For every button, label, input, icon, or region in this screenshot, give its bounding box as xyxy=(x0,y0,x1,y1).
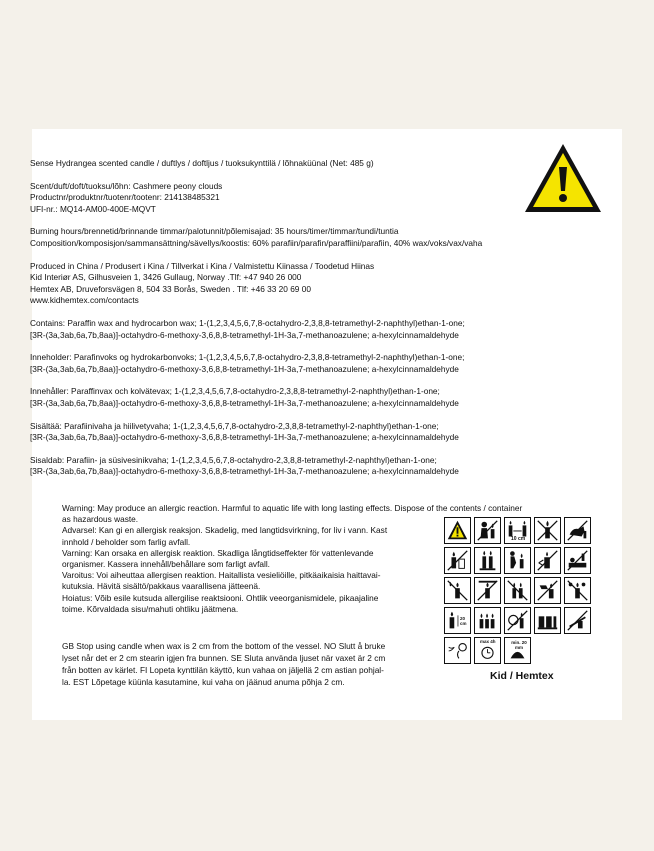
no-heat-source-icon xyxy=(504,577,531,604)
composition: Composition/komposisjon/sammansättning/sävellys/koostis: 60% parafiin/parafin/paraffiini/parafiin, 40% wax/voks/vax/vaha xyxy=(30,237,483,248)
contains-fi-1: Sisältää: Parafiinivaha ja hiilivetyvaha; 1-(1,2,3,4,5,6,7,8-octahydro-2,3,8,8-tetramethyl-2-naphthyl)ethan-1-one; xyxy=(30,420,439,431)
address-kid: Kid Interiør AS, Gilhusveien 1, 3426 Gullaug, Norway .Tlf: +47 940 26 000 xyxy=(30,272,302,283)
max-4h-icon xyxy=(474,637,501,664)
warning-fi-2: kutuksia. Hävitä sisältö/pakkaus vaarallisena jätteenä. xyxy=(62,581,261,592)
warning-en-1: Warning: May produce an allergic reaction. Harmful to aquatic life with long lasting effects. Dispose of the contents / container xyxy=(62,503,523,513)
produced-in: Produced in China / Produsert i Kina / Tillverkat i Kina / Valmistettu Kiinassa / Toodetud Hiinas xyxy=(30,260,375,271)
scent-line: Scent/duft/doft/tuoksu/lõhn: Cashmere peony clouds xyxy=(30,180,223,191)
candle-holder-icon xyxy=(474,547,501,574)
product-title: Sense Hydrangea scented candle / duftlys / doftljus / tuoksukynttilä / lõhnaküünal (Net: 485 g) xyxy=(30,158,374,168)
no-children-reach-icon xyxy=(474,607,501,634)
contains-se-1: Innehåller: Paraffinvax och kolvätevax; 1-(1,2,3,4,5,6,7,8-octahydro-2,3,8,8-tetramethyl-2-naphthyl)ethan-1-one; xyxy=(30,386,440,397)
no-draft-icon xyxy=(534,517,561,544)
contains-fi-2: [3R-(3a,3ab,6a,7b,8aa)]-octahydro-6-methoxy-3,6,8,8-tetramethyl-1H-3a,7-methanoazulene; a-hexylcinnamaldehyde xyxy=(30,432,459,443)
website: www.kidhemtex.com/contacts xyxy=(30,295,139,306)
brand-logo: Kid / Hemtex xyxy=(490,670,554,682)
trim-wick-icon xyxy=(444,607,471,634)
distance-label: 10 cm xyxy=(511,536,526,542)
ufi-number: UFI-nr.: MQ14-AM00-400E-MQVT xyxy=(30,203,156,214)
no-flammable-icon xyxy=(444,547,471,574)
contains-en-1: Contains: Paraffin wax and hydrocarbon wax; 1-(1,2,3,4,5,6,7,8-octahydro-2,3,8,8-tetramethyl-2-naphthyl)ethan-1-one; xyxy=(30,317,465,328)
product-number: Productnr/produktnr/tuotenr/tootenr: 214138485321 xyxy=(30,192,220,203)
min-20mm-label: min. 20 mm xyxy=(511,640,527,650)
no-extinguish-water-icon xyxy=(534,577,561,604)
min-20mm-icon xyxy=(504,637,531,664)
burning-hours: Burning hours/brennetid/brinnande timmar/palotunnit/põlemisajad: 35 hours/timer/timmar/tundi/tuntia xyxy=(30,226,399,237)
no-sleep-icon xyxy=(564,547,591,574)
max-4h-label: max 4h xyxy=(480,639,496,644)
contains-ee-2: [3R-(3a,3ab,6a,7b,8aa)]-octahydro-6-methoxy-3,6,8,8-tetramethyl-1H-3a,7-methanoazulene; a-hexylcinnamaldehyde xyxy=(30,466,459,477)
warning-se-2: organismer. Kassera innehåll/behållare som farligt avfall. xyxy=(62,559,270,570)
contains-en-2: [3R-(3a,3ab,6a,7b,8aa)]-octahydro-6-methoxy-3,6,8,8-tetramethyl-1H-3a,7-methanoazulene; a-hexylcinnamaldehyde xyxy=(30,329,459,340)
no-vessel-touch-icon xyxy=(564,607,591,634)
header-block xyxy=(30,158,482,478)
no-objects-icon xyxy=(564,577,591,604)
no-pet-icon xyxy=(564,517,591,544)
warning-se-1: Varning: Kan orsaka en allergisk reaktion. Skadliga långtidseffekter för vattenlevande xyxy=(62,547,374,558)
no-fan-icon xyxy=(504,607,531,634)
contains-no-2: [3R-(3a,3ab,6a,7b,8aa)]-octahydro-6-methoxy-3,6,8,8-tetramethyl-1H-3a,7-methanoazulene; a-hexylcinnamaldehyde xyxy=(30,363,459,374)
child-candle-icon xyxy=(474,517,501,544)
stop-line-2: lyset når det er 2 cm stearin igjen fra bunnen. SE Sluta använda ljuset när vaxet är 2 cm xyxy=(62,653,386,663)
small-warning-icon xyxy=(444,517,471,544)
contains-se-2: [3R-(3a,3ab,6a,7b,8aa)]-octahydro-6-methoxy-3,6,8,8-tetramethyl-1H-3a,7-methanoazulene; a-hexylcinnamaldehyde xyxy=(30,397,459,408)
address-hemtex: Hemtex AB, Druveforsvägen 8, 504 33 Borås, Sweden . Tlf: +46 33 20 69 00 xyxy=(30,283,311,294)
unattended-icon xyxy=(504,547,531,574)
warning-en-2: as hazardous waste. xyxy=(62,514,139,525)
stop-line-1: GB Stop using candle when wax is 2 cm from the bottom of the vessel. NO Slutt å bruke xyxy=(62,641,386,651)
level-surface-icon xyxy=(534,607,561,634)
warning-ee-2: toime. Kõrvaldada sisu/mahuti ohtliku jäätmena. xyxy=(62,603,239,614)
inhale-icon xyxy=(444,637,471,664)
no-shelf-icon xyxy=(474,577,501,604)
distance-10cm-icon xyxy=(504,517,531,544)
contains-no-1: Inneholder: Parafinvoks og hydrokarbonvoks; 1-(1,2,3,4,5,6,7,8-octahydro-2,3,8,8-tetramethyl-2-naphthyl)ethan-1-one; xyxy=(30,352,465,363)
warning-fi-1: Varoitus: Voi aiheuttaa allergisen reaktion. Haitallista vesieliöille, pitkäaikaisia haittavai- xyxy=(62,570,381,581)
stop-block xyxy=(62,640,385,688)
stop-line-3: från botten av kärlet. FI Lopeta kynttilän käyttö, kun vahaa on jäljellä 2 cm astian pohjal- xyxy=(62,665,384,675)
stop-line-4: la. EST Lõpetage küünla kasutamine, kui vaha on jäänud anuma põhja 2 cm. xyxy=(62,677,345,687)
safety-icons-grid xyxy=(444,517,594,667)
contains-ee-1: Sisaldab: Parafiin- ja süsivesinikvaha; 1-(1,2,3,4,5,6,7,8-octahydro-2,3,8,8-tetramethyl-2-naphthyl)ethan-1-one; xyxy=(30,454,437,465)
warning-triangle-icon xyxy=(522,141,604,215)
no-move-lit-icon xyxy=(534,547,561,574)
warning-no-1: Advarsel: Kan gi en allergisk reaksjon. Skadelig, med langtidsvirkning, for liv i vann. Kast xyxy=(62,525,388,536)
warning-no-2: innhold / beholder som farlig avfall. xyxy=(62,536,191,547)
warning-ee-1: Hoiatus: Võib esile kutsuda allergilise reaktsiooni. Ohtlik veeorganismidele, pikaajaline xyxy=(62,592,379,603)
no-water-icon xyxy=(444,577,471,604)
distance-20-label: 20 cm xyxy=(460,616,467,626)
